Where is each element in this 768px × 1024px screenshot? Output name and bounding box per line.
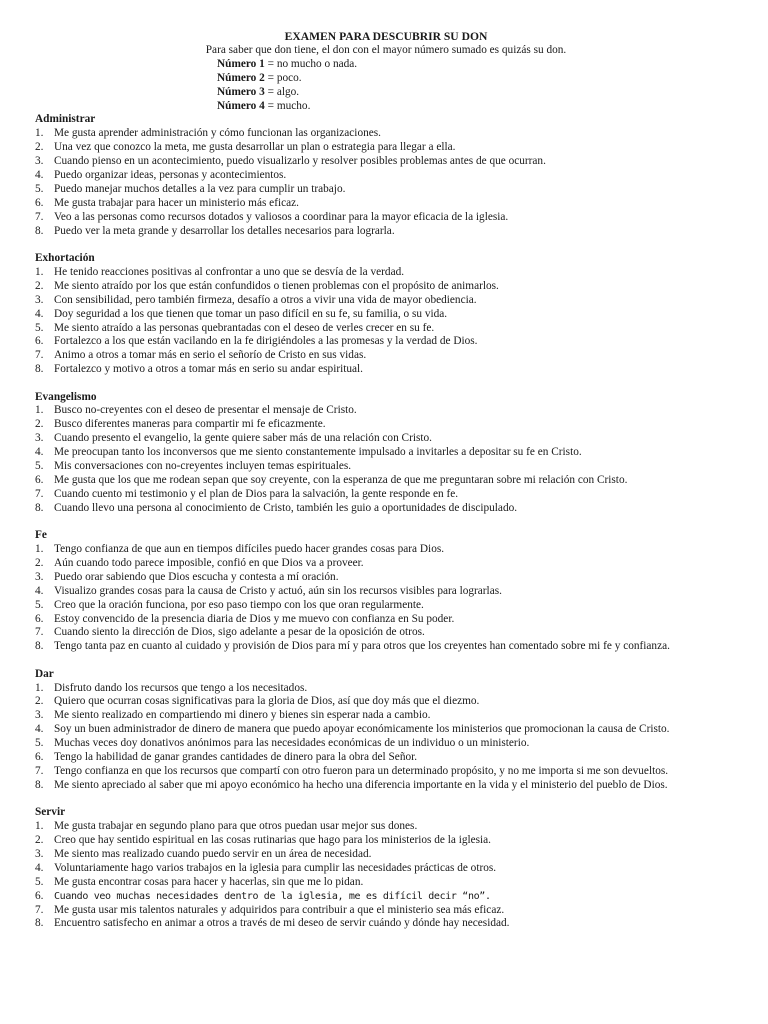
- scale-number: Número 2: [217, 71, 265, 84]
- statement-text: Me gusta aprender administración y cómo funcionan las organizaciones.: [54, 127, 381, 140]
- statement-item: [35, 225, 737, 239]
- statement-text: Me siento mas realizado cuando puedo servir en un área de necesidad.: [54, 847, 372, 860]
- statement-item: [35, 737, 737, 751]
- statement-text: Me siento atraído a las personas quebrantadas con el deseo de verles crecer en su fe.: [54, 321, 435, 334]
- statement-text: Creo que hay sentido espiritual en las cosas rutinarias que hago para los ministerios de la iglesia.: [54, 833, 492, 846]
- statement-text: Me gusta encontrar cosas para hacer y hacerlas, sin que me lo pidan.: [54, 875, 364, 888]
- statement-number: 2.: [35, 141, 44, 154]
- statement-number: 3.: [35, 709, 44, 722]
- statement-number: 6.: [35, 751, 44, 764]
- statement-item: [35, 765, 737, 779]
- statement-item: [35, 155, 737, 169]
- statement-text: Cuando siento la dirección de Dios, sigo adelante a pesar de la oposición de otros.: [54, 626, 425, 639]
- statement-item: [35, 820, 737, 834]
- statement-text: Fortalezco a los que están vacilando en la fe dirigiéndoles a las promesas y la verdad de Dios.: [54, 335, 478, 348]
- statement-number: 5.: [35, 182, 44, 195]
- statement-item: [35, 723, 737, 737]
- statement-item: [35, 211, 737, 225]
- statement-item: [35, 502, 737, 516]
- statement-item: [35, 640, 737, 654]
- section-heading: Evangelismo: [35, 390, 97, 403]
- scale-meaning: = no mucho o nada.: [264, 57, 358, 70]
- section-dar: [35, 668, 737, 793]
- statement-item: [35, 294, 737, 308]
- statement-number: 1.: [35, 265, 44, 278]
- statement-number: 2.: [35, 418, 44, 431]
- statement-number: 8.: [35, 917, 44, 930]
- section-servir: [35, 806, 737, 931]
- statement-item: [35, 917, 737, 931]
- statement-item: [35, 557, 737, 571]
- statement-number: 6.: [35, 612, 44, 625]
- statement-list: [35, 543, 737, 654]
- statement-text: Aún cuando todo parece imposible, confió en que Dios va a proveer.: [54, 556, 364, 569]
- scale-line: [217, 86, 737, 100]
- rating-scale: [35, 58, 737, 114]
- statement-number: 7.: [35, 349, 44, 362]
- statement-item: [35, 183, 737, 197]
- statement-item: [35, 404, 737, 418]
- statement-number: 1.: [35, 404, 44, 417]
- statement-number: 1.: [35, 820, 44, 833]
- statement-number: 6.: [35, 889, 44, 902]
- statement-text: Cuando presento el evangelio, la gente quiere saber más de una relación con Cristo.: [54, 432, 432, 445]
- statement-number: 1.: [35, 127, 44, 140]
- statement-number: 4.: [35, 723, 44, 736]
- statement-number: 1.: [35, 681, 44, 694]
- statement-item: [35, 127, 737, 141]
- statement-item: [35, 890, 737, 904]
- statement-text: Voluntariamente hago varios trabajos en la iglesia para cumplir las necesidades prácticas de otros.: [54, 861, 497, 874]
- statement-text: Veo a las personas como recursos dotados y valiosos a coordinar para la mayor eficacia de la iglesia.: [54, 210, 509, 223]
- statement-item: [35, 169, 737, 183]
- statement-item: [35, 474, 737, 488]
- statement-text: Puedo manejar muchos detalles a la vez para cumplir un trabajo.: [54, 182, 346, 195]
- section-heading: Dar: [35, 667, 54, 680]
- statement-text: Visualizo grandes cosas para la causa de Cristo y actuó, aún sin los recursos visibles para lograrlas.: [54, 584, 502, 597]
- statement-item: [35, 585, 737, 599]
- section-heading: Exhortación: [35, 251, 95, 264]
- statement-text: Me gusta usar mis talentos naturales y adquiridos para contribuir a que el ministerio sea más eficaz.: [54, 903, 505, 916]
- statement-text: Quiero que ocurran cosas significativas para la gloria de Dios, así que doy más que el diezmo.: [54, 695, 480, 708]
- statement-number: 3.: [35, 155, 44, 168]
- statement-text: Me gusta que los que me rodean sepan que soy creyente, con la esperanza de que me preguntaran sobre mi relación con Cristo.: [54, 473, 628, 486]
- statement-number: 2.: [35, 279, 44, 292]
- document-title: EXAMEN PARA DESCUBRIR SU DON: [284, 30, 488, 43]
- statement-text: Puedo ver la meta grande y desarrollar los detalles necesarios para lograrla.: [54, 224, 395, 237]
- statement-number: 8.: [35, 501, 44, 514]
- statement-item: [35, 432, 737, 446]
- statement-text: Cuando veo muchas necesidades dentro de la iglesia, me es difícil decir “no”.: [54, 890, 491, 902]
- section-fe: [35, 529, 737, 654]
- statement-number: 3.: [35, 293, 44, 306]
- statement-item: [35, 834, 737, 848]
- scale-line: [217, 100, 737, 114]
- statement-text: Puedo orar sabiendo que Dios escucha y contesta a mí oración.: [54, 570, 339, 583]
- statement-text: Me siento realizado en compartiendo mi dinero y bienes sin esperar nada a cambio.: [54, 709, 431, 722]
- statement-number: 8.: [35, 363, 44, 376]
- statement-item: [35, 543, 737, 557]
- statement-item: [35, 848, 737, 862]
- statement-text: Creo que la oración funciona, por eso paso tiempo con los que oran regularmente.: [54, 598, 424, 611]
- statement-text: Tengo confianza de que aun en tiempos difíciles puedo hacer grandes cosas para Dios.: [54, 542, 445, 555]
- statement-number: 8.: [35, 640, 44, 653]
- statement-item: [35, 266, 737, 280]
- statement-number: 8.: [35, 778, 44, 791]
- statement-text: Muchas veces doy donativos anónimos para las necesidades económicas de un individuo o un ministerio.: [54, 737, 530, 750]
- statement-item: [35, 141, 737, 155]
- statement-number: 4.: [35, 169, 44, 182]
- statement-number: 6.: [35, 196, 44, 209]
- statement-text: Con sensibilidad, pero también firmeza, desafío a otros a vivir una vida de mayor obediencia.: [54, 293, 477, 306]
- statement-item: [35, 862, 737, 876]
- statement-number: 7.: [35, 210, 44, 223]
- statement-item: [35, 571, 737, 585]
- statement-number: 6.: [35, 473, 44, 486]
- gift-sections: [35, 113, 737, 931]
- statement-number: 8.: [35, 224, 44, 237]
- statement-text: Tengo tanta paz en cuanto al cuidado y provisión de Dios para mí y para otros que los creyentes han comentado sobre mi fe y confianza.: [54, 640, 670, 653]
- statement-list: [35, 820, 737, 931]
- statement-item: [35, 709, 737, 723]
- statement-text: Me gusta trabajar en segundo plano para que otros puedan usar mejor sus dones.: [54, 820, 418, 833]
- statement-list: [35, 127, 737, 238]
- statement-text: Fortalezco y motivo a otros a tomar más en serio su andar espiritual.: [54, 363, 364, 376]
- scale-line: [217, 58, 737, 72]
- statement-number: 3.: [35, 570, 44, 583]
- section-administrar: [35, 113, 737, 238]
- statement-text: Tengo confianza en que los recursos que compartí con otro fueron para un determinado propósito, y no me importa si me son devueltos.: [54, 764, 669, 777]
- scale-number: Número 3: [217, 85, 265, 98]
- statement-text: Animo a otros a tomar más en serio el señorío de Cristo en sus vidas.: [54, 349, 367, 362]
- statement-text: Busco no-creyentes con el deseo de presentar el mensaje de Cristo.: [54, 404, 357, 417]
- statement-text: Mis conversaciones con no-creyentes incluyen temas espirituales.: [54, 460, 352, 473]
- statement-number: 7.: [35, 487, 44, 500]
- statement-item: [35, 460, 737, 474]
- statement-item: [35, 363, 737, 377]
- statement-item: [35, 335, 737, 349]
- statement-number: 4.: [35, 861, 44, 874]
- statement-list: [35, 682, 737, 793]
- statement-text: Cuando llevo una persona al conocimiento de Cristo, también les guio a oportunidades de discipulado.: [54, 501, 518, 514]
- statement-text: Me siento apreciado al saber que mi apoyo económico ha hecho una diferencia importante en la vida y el ministerio del pueblo de Dios.: [54, 778, 668, 791]
- statement-number: 2.: [35, 833, 44, 846]
- statement-item: [35, 682, 737, 696]
- scale-meaning: = mucho.: [264, 99, 311, 112]
- statement-text: Me gusta trabajar para hacer un ministerio más eficaz.: [54, 196, 299, 209]
- statement-item: [35, 322, 737, 336]
- section-exhortacion: [35, 252, 737, 377]
- statement-text: Cuando pienso en un acontecimiento, puedo visualizarlo y resolver posibles problemas antes de que ocurran.: [54, 155, 546, 168]
- statement-text: Doy seguridad a los que tienen que tomar un paso difícil en su fe, su familia, o su vida.: [54, 307, 448, 320]
- statement-text: Encuentro satisfecho en animar a otros a través de mi deseo de servir cuándo y dónde hay necesidad.: [54, 917, 510, 930]
- statement-item: [35, 695, 737, 709]
- statement-text: He tenido reacciones positivas al confrontar a uno que se desvía de la verdad.: [54, 265, 405, 278]
- statement-item: [35, 876, 737, 890]
- scale-number: Número 1: [217, 57, 265, 70]
- statement-item: [35, 751, 737, 765]
- statement-item: [35, 904, 737, 918]
- statement-text: Tengo la habilidad de ganar grandes cantidades de dinero para la obra del Señor.: [54, 751, 418, 764]
- statement-text: Soy un buen administrador de dinero de manera que puedo apoyar económicamente los ministerios que promocionan la causa de Cristo.: [54, 723, 670, 736]
- section-heading: Fe: [35, 529, 47, 542]
- statement-number: 5.: [35, 875, 44, 888]
- statement-number: 2.: [35, 695, 44, 708]
- statement-text: Estoy convencido de la presencia diaria de Dios y me muevo con confianza en Su poder.: [54, 612, 455, 625]
- statement-item: [35, 488, 737, 502]
- statement-text: Puedo organizar ideas, personas y acontecimientos.: [54, 169, 287, 182]
- statement-item: [35, 599, 737, 613]
- statement-item: [35, 626, 737, 640]
- statement-item: [35, 418, 737, 432]
- statement-text: Me preocupan tanto los inconversos que me siento constantemente impulsado a invitarles a depositar su fe en Cristo.: [54, 446, 582, 459]
- section-evangelismo: [35, 391, 737, 516]
- statement-number: 7.: [35, 764, 44, 777]
- scale-number: Número 4: [217, 99, 265, 112]
- scale-line: [217, 72, 737, 86]
- section-heading: Administrar: [35, 113, 96, 126]
- statement-number: 5.: [35, 321, 44, 334]
- statement-number: 5.: [35, 737, 44, 750]
- statement-item: [35, 197, 737, 211]
- statement-number: 5.: [35, 460, 44, 473]
- statement-number: 6.: [35, 335, 44, 348]
- statement-number: 4.: [35, 446, 44, 459]
- statement-number: 1.: [35, 542, 44, 555]
- statement-number: 4.: [35, 584, 44, 597]
- statement-number: 3.: [35, 847, 44, 860]
- document-subtitle: Para saber que don tiene, el don con el mayor número sumado es quizás su don.: [205, 43, 567, 56]
- section-heading: Servir: [35, 806, 66, 819]
- statement-number: 5.: [35, 598, 44, 611]
- statement-text: Cuando cuento mi testimonio y el plan de Dios para la salvación, la gente responde en fe.: [54, 487, 459, 500]
- statement-list: [35, 404, 737, 515]
- statement-item: [35, 613, 737, 627]
- statement-text: Disfruto dando los recursos que tengo a los necesitados.: [54, 681, 308, 694]
- statement-item: [35, 779, 737, 793]
- statement-item: [35, 280, 737, 294]
- statement-number: 7.: [35, 903, 44, 916]
- statement-list: [35, 266, 737, 377]
- statement-number: 7.: [35, 626, 44, 639]
- statement-text: Busco diferentes maneras para compartir mi fe eficazmente.: [54, 418, 326, 431]
- scale-meaning: = poco.: [264, 71, 302, 84]
- statement-number: 3.: [35, 432, 44, 445]
- statement-item: [35, 446, 737, 460]
- statement-text: Me siento atraído por los que están confundidos o tienen problemas con el propósito de animarlos.: [54, 279, 499, 292]
- scale-meaning: = algo.: [264, 85, 300, 98]
- statement-number: 4.: [35, 307, 44, 320]
- statement-number: 2.: [35, 556, 44, 569]
- statement-item: [35, 349, 737, 363]
- statement-item: [35, 308, 737, 322]
- statement-text: Una vez que conozco la meta, me gusta desarrollar un plan o estrategia para llegar a ella.: [54, 141, 456, 154]
